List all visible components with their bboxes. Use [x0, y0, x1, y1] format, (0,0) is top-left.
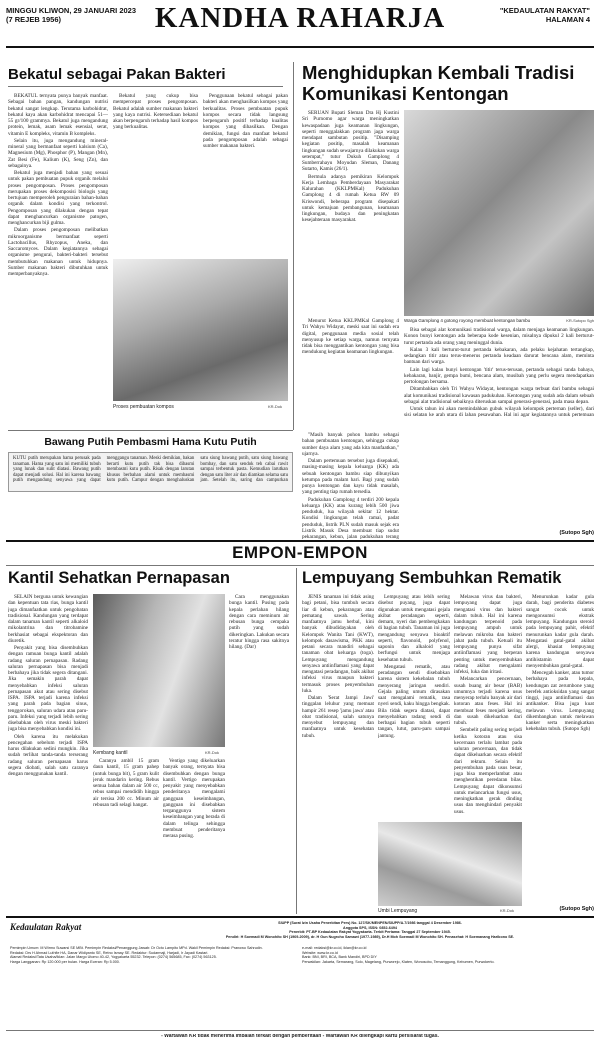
article2-paragraph: Lain lagi kalau bunyi kentongan 'titir' terus-terusan, pertanda sebagai tanda bahaya, kebakaran, banjir, gempa bumi, bencana alam, musibah yang perlu segera mendapatkan pertolongan bersama. [404, 366, 594, 385]
article5-paragraph: Melancarkan pencernaan, susah buang air besar (BAB) umumnya terjadi karena usus menyerap terlalu banyak air dari kotoran atau feses. Hal ini membuat feses menjadi kering, dan susah dikeluarkan dari tubuh. [454, 676, 522, 726]
article1-column-1 [8, 93, 108, 405]
article4-paragraph: Caranya ambil 15 gram daun kantil, 15 gram pahep (untuk bunga bit), 5 gram kulit jeruk mandarin kering. Rebus semua bahan dalam air 500 cc, rebus sampai mendidih hingga air tersisa 200 cc. Minum air rebusan tadi selagi hangat. [93, 758, 159, 808]
article4-column-2a [93, 758, 159, 914]
article4-paragraph: SELAIN berguna untuk kewangian dan kepentuan tata rias, bunga kantil juga dimanfaatkan untuk pengobatan tradisional. Kandungan yang terdapat dalam tanaman kantil seperti alkaloid mikolantrina dan titrobamine berkhasiat sebagai ekspektoran dan diuretik. [8, 594, 88, 644]
edition-block [500, 6, 590, 24]
article4-title: Kantil Sehatkan Pernapasan [8, 569, 230, 587]
article1-photo-caption: Proses pembuatan kompos [113, 404, 174, 410]
article1-paragraph: Bekatul yang cukup bisa mempercepat proses pengomposan. Bekatul adalah sumber makanan bakteri yang kaya nutrisi. Ketersediaan bekatul akan berpengaruh terhadap hasil kompos yang berkualitas. [113, 93, 198, 131]
article3-title: Bawang Putih Pembasmi Hama Kutu Putih [44, 436, 257, 448]
article5-column-4 [526, 594, 594, 906]
article1-column-3 [203, 93, 288, 253]
issue-date: MINGGU KLIWON, 29 JANUARI 2023 [6, 6, 137, 15]
harga-line: Harga Langganan: Rp 120.000 per bulan. Harga Eceran: Rp 5.000. [10, 959, 120, 964]
article5-column-2 [378, 594, 450, 819]
article2-signature: (Sutopo Sgh) [559, 530, 594, 536]
page-number: HALAMAN 4 [545, 15, 590, 24]
article4-column-2b [163, 758, 225, 914]
article1-paragraph: BEKATUL ternyata punya banyak manfaat. Sebagai bahan pangan, kandungan nutrisi bekatul sangat lengkap. Terutama karbohidrat, bekatul kaya akan karbohidrat mencapai 51—55 gr/100 grammya. Bekatul juga mengandung protein, lemak, asam lemak esensial, serat, vitamin E kompleks, vitamin B kompleks. [8, 93, 108, 137]
article4-paragraph: Ventigo yang dikeluarkan banyak orang, ternyata bisa disembuhkan dengan bunga kantil. Vertigo merupakan penyakit yang menyebabkan penderitanya mengalami gangguan keseimbangan, gangguan ini disebabkan terganggunya sistem keseimbangan yang berada di dalam telinga sehingga membuat penderitanya merasa pusing. [163, 758, 225, 839]
masthead: KANDHA RAHARJA [154, 2, 446, 34]
section-top-rule [6, 540, 594, 542]
article4-paragraph: Oleh karena itu melakukan pencegahan sebelum terjadi ISPA harus dilakukan sedini mungkin. Jika sudah terlihat tanda-tanda terserang radang saluran pernapasan harus segera diobati, salah satu caranya dengan menggunakan kantil. [8, 733, 88, 777]
column-divider [293, 62, 294, 430]
article5-paragraph: Menurunkan kadar gula darah, bagi penderita diabetes sangat cocok untuk mengonsumsi ekstrak lempuyang. Kandungan steroid pada lempuyang pahit, efektif menurunkan kadar gula darah. Mengatasi gatal-gatal akibat alergi, khasiat lempuyang karena kandungan senyawa antihistamin dapat menyembuhkan gatal-gatal. [526, 594, 594, 669]
article4-paragraph: Penyakit yang bisa disembuhkan dengan ramuan bunga kantil adalah radang saluran pernapasan. Radang saluran pernapasan bisa menjadi berbahaya jika tidak segera ditangani. Jika semakin parah dapat menyebabkan infeksi saluran pernapasan akut atau sering disebut ISPA. ISPA terjadi karena infeksi yang parah pada bagian sinus, tenggorokan, saluran udara atau paru-paru. Infeksi yang terjadi lebih sering disebabkan oleh virus meski bakteri juga bisa menyebabkan kondisi ini. [8, 645, 88, 733]
article5-paragraph: Mengatasi rematik, atau peradangan sendi disebabkan karena sistem kekebalan tubuh menyerang jaringan sendiri. Gejala paling umum dirasakan saat mengalami rematik, rasa nyeri sendi, kaku hingga bengkak. Bila tidak segera diatasi, dapat menyebabkan radang sendi di berbagai bagian tubuh seperti tangan, lutut, paru-paru sampai jantung. [378, 663, 450, 739]
alamat-line: Alamat Redaksi/Tata Usaha/Iklan: Jalan Margo Utomo 40-42, Yogyakarta 55232. Telepon: (0274) 565685, Fax: (0274) 563125. [10, 955, 217, 960]
article5-signature: (Sutopo Sgh) [559, 906, 594, 912]
article2-paragraph: Menurut Ketua KKLPMKal Gamplong 4 Tri Wahyu Widayat, meski saat ini sudah era digital, penggunaan media sosial telah menyusup ke setiap warga, namun ternyata tidak bisa menggantikan kentongan yang bisa mendukung kegiatan keamanan lingkungan. [302, 318, 399, 356]
article5-column-3 [454, 594, 522, 819]
article1-title: Bekatul sebagai Pakan Bakteri [8, 66, 226, 83]
article1-paragraph: Bekatul juga menjadi bahan yang sesuai untuk pakan pembuatan pupuk organik melalui proses pengomposan. Proses pengomposan merupakan proses dekomposisi biologis yang bertujuan memperoleh penguraian bahan-bahan organik dalam kondisi yang terkontrol. Pengomposan yang dilakukan dengan tepat dapat menghancurkan organisme patogen, menghancurkan biji gulma. [8, 170, 108, 226]
article1-photo-credit: KR-Dok [268, 404, 283, 409]
article2-photo-credit: KR-Sutopo Sgh [566, 318, 594, 323]
article5-paragraph: Sembelit paling sering terjadi ketika kotoran atau sisa kecernaan terlalu lambat pada saluran pencernaan, dan tidak dapat dikeluarkan secara efektif dari rektum. Selain itu penyembuhan pada usus besar, juga bisa memperlambat atau menghentikan peredaran bilas. Lempuyang dapat dikonsumsi untuk melancarkan fungsi usus, meningkatkan gerak dinding usus dan menghindari penyakit usus. [454, 727, 522, 815]
article4-photo-caption: Kembang kantil [93, 750, 128, 756]
article5-paragraph: Dalam 'Serat Jampi Jawi' tinggalan leluhur yang memuat hampir 261 resep 'jamu jawa' atau obat tradisional, salah satunya menyebut lempuyang dan manfaatnya untuk kesehatan tubuh. [302, 695, 374, 739]
article1-title-rule [8, 86, 283, 87]
footer-notice: - Wartawan KR tidak menerima imbalan terkait dengan pemberitaan - Wartawan KR dilengkapi kartu persisarat tugas. [161, 1034, 439, 1039]
footer-bottom-rule [6, 1030, 594, 1031]
article5-column-1 [302, 594, 374, 914]
pimpinan-line: Pemimpin Umum: M Wirmo Suwarsi SE MBt. Pemimpin Redaksi/Penanggung Jawab: Dr Octo Lampito MPd. Wakil Pemimpin Redaksi: Pranowo Sahrudin. [10, 946, 263, 950]
article5-photo-credit: KR-Dok [500, 908, 515, 913]
siupp-line: SIUPP (Surat Izin Usaha Penerbitan Pers) No. 127/SK/MENPEN/SIUPP/A.7/1986 tanggal 4 Desember 1986. [278, 921, 462, 925]
article3-top-rule [8, 430, 293, 431]
footer-column-left [10, 946, 295, 1028]
article2-paragraph: Padukuhan Gamplong 4 terdiri 200 kepala keluarga (KK) atau kurang lebih 500 jiwa penduduk, lua wilayah sekitar 12 hektar. Kondisi lingkungan telah ramai, padat penduduk, listrik PLN sudah masuk sejak era Listrik Masuk Desa membuat tiap sudut pekarangan, kebun, jalan padukuhan terang [302, 496, 399, 540]
article1-column-2 [113, 93, 198, 253]
article1-paragraph: Penggunaan bekatul sebagai pakan bakteri akan menghasilkan kompos yang berkualitas. Proses pembuatan pupuk kompos secara tidak langsung berpengaruh positif terhadap kualitas kompos yang dihasilkan. Dengan demikian, fungsi dan manfaat bekatul pada pengomposan adalah sebagai sumber makanan bakteri. [203, 93, 288, 149]
article2-column-2 [404, 327, 594, 430]
email-line: e-mail: redaksi@kr.co.id, iklan@kr.co.id [302, 946, 367, 950]
article5-paragraph: Lempuyang atau lebih sering disebut puyang, juga dapat digunakan untuk mengatasi gejala akibat peradangan seperti, demam, nyeri dan pembengkakan di bagian tubuh. Tanaman ini juga mengandung senyawa bioaktif seperti, flavonoid, polyfenol, saponin dan alkaloid yang berfungsi untuk menjaga kesehatan tubuh. [378, 594, 450, 663]
article2-paragraph: SERUAN Bupati Sleman Dra Hj Kustini Sri Purnomo agar warga meningkatkan kewaspadaan juga keamanan lingkungan, seperti menggalakkan program jaga warga mendapat sambutan positip. "Disamping kegiatan positip, masalah keamanan lingkungan sudah sewajarnya dilakukan warga setempat," tutur Dukuh Gamplong 4 Sumberrahayu Moyudan Sleman, Danang Sutarto, Kamis (26/1). [302, 110, 399, 173]
issue-date-javanese: (7 REJEB 1956) [6, 15, 62, 24]
penerbit-line: Penerbit: PT-BP Kedaulatan Rakyat Yogyakarta. Terbit Pertama: Tanggal 27 September 1945. [289, 930, 451, 935]
issue-date-block [6, 6, 136, 24]
article2-paragraph: Ditambahkan oleh Tri Wahyu Widayat, kentongan warga terbuat dari bambu sebagai alat komunikasi tradisional kawasan padukuhan. Kentongan yang sudah ada dalam sebuah sebagai alat tradisional sebaiknya diteruskan sampai generasi-generasi, pada masa depan. [404, 386, 594, 405]
article4-photo [93, 594, 225, 747]
article4-photo-credit: KR-Dok [205, 750, 220, 755]
article2-column-4 [404, 432, 594, 530]
article2-paragraph: Bisa sebagai alat komunikasi tradisional warga, dalam menjaga keamanan lingkungan. Konon bunyi kentongan ada beberapa kode kesenian, misalnya dipukul 2 kali berturut-turut pertanda ada orang yang meninggal dunia. [404, 327, 594, 346]
article2-photo-caption: Warga Gamplong 4 gotong royong membuat kentongan bambu [404, 318, 531, 323]
article5-paragraph: Mencegah kanker, atau tumor berbahaya pada kepala, kendungan zat zerumbone yang berefek antioksidan yang sangat tinggi, juga antiinflamasi dan antikanker. Bisa juga kuat melawan virus. Lempuyang dikembangkan untuk melawan kanker serta meningkatkan kekebalan tubuh. (Sutopo Sgh) [526, 670, 594, 733]
section-bottom-rule [6, 565, 594, 566]
footer-logo: Kedaulatan Rakyat [10, 922, 82, 932]
article2-paragraph: Dalam pertemuan tersebut juga disepakati, masing-masing kepala keluarga (KK) ada sebuah kentongan bambu siap dibunyikan ketumpa pada malam hari. Bagi yang sudah punya kentongan dan kayu tidak masalah, yang penting tiap rumah tersedia. [302, 458, 399, 496]
article5-photo [378, 822, 522, 906]
article1-paragraph: Selain itu, juga mengandung mineral-mineral yang bermanfaat seperti kalsium (Ca), Magnesium (Mg), Phosphor (P), Mangan (Mn), Zat Besi (Fe), Kalium (K), Seng (Zn), dan sebagainya. [8, 137, 108, 169]
article2-paragraph: "Masih banyak pohon bambu sebagai bahan pembuatan kentongan, sehingga cukup sumber daya alam yang ada kita manfaatkan," ujarnya. [302, 432, 399, 457]
article5-title: Lempuyang Sembuhkan Rematik [302, 569, 562, 587]
article4-column-3 [229, 594, 289, 914]
article1-paragraph: Dalam proses pengomposan melibatkan mikroorganisme bermanfaat seperti Lactobacillus, Rhyzopus, Aneka, dan Saccaromyces. Dalam kegiatannya sebagai organisme pengurai, bakteri-bakteri tersebut membutuhkan makanan untuk hidupnya. Sumber makanan bakteri dibutuhkan untuk memperbanyaknya. [8, 227, 108, 277]
redaksi-line: Redaksi: Drs H Ahmad Luthfie HA, Danar Widiyanto SE, Retno Ismay SE. Redaktur: Sudarmaji, Harjadi, Ir Jayadi Kastari. [10, 950, 209, 955]
issn-line: Anggota SPS, ISSN: 0852-6494 [343, 925, 397, 930]
footer-top-rule [6, 916, 594, 918]
article3-box [8, 452, 293, 492]
website-line: Website: www.kr.co.id [302, 950, 338, 955]
footer-siupp [150, 921, 590, 939]
article2-paragraph: Untuk tahun ini akan memindahkan gubuk wilayah kelompok perternan (seller), dari sisi selatan ke arah utara di lahan pesawahan. Hal ini agar kegiatannya untuk pertemuan [404, 406, 594, 419]
column-divider-2 [296, 568, 297, 914]
article1-photo [113, 259, 288, 401]
article2-photo [404, 110, 594, 316]
pendiri-line: Pendiri: H Soemadi M Wonohito SH (1969-2009), dr. H Gun Nugroho Samawi (1977-1989), Dr.H Moh Soemadi M Wonohito SH. Penasehat: H Soemanang Haribono SE. [225, 934, 515, 939]
article2-column-3 [302, 432, 399, 540]
article2-paragraph: Kalau 3 kali berturut-turut pertanda kebakaran, ada pelaku kejahatan tertangkap, sedangkan titir atau terus-menerus pertanda keadaan darurat bencana alam, meminta bantuan dari warga. [404, 346, 594, 366]
bank-line: Bank: BNI, BRI, BCA, Bank Mandiri, BPD DIY [302, 955, 377, 960]
article5-paragraph: Melawan virus dan bakteri, lempuyang dapat juga mengatasi virus dan bakteri dalam tubuh. Hal ini karena kandungan terpenoid pada lempuyang ampuh untuk melawan mikroba dan bakteri jahat pada tubuh. Ketuali itu lempuyang punya sifat antiinflamasi yang berperan penting untuk menyembuhkan radang akibat mengalami infeksi, luka dan iritasi. [454, 594, 522, 675]
article4-paragraph: Cara menggunakan bunga kantil. Pusing pada kepala perlahan hilang dengan cara meminum air rebusan bunga cempaka putih yang sudah dikeringkan. Lakukan secara teratur hingga rasa sakitnya hilang. (Dar) [229, 594, 289, 650]
article2-title: Menghidupkan Kembali Tradisi Komunikasi Kentongan [302, 62, 575, 104]
edition-name: "KEDAULATAN RAKYAT" [499, 6, 590, 15]
article2-paragraph: Bermula adanya pemikiran Kelompok Kerja Lembaga Pemberdayaan Masyarakat Kalurahan (KKLPMKal) Padukuhan Gamplong 4 di rumah Ketua RW 09 Kriswondi, beberapa program disepakati untuk kemajuan pembangunan, keamanan lingkungan, budaya dan peningkatan kesejahteraan masyarakat. [302, 173, 399, 224]
header-rule [6, 46, 594, 48]
footer-column-right [302, 946, 592, 1028]
article2-column-1 [302, 110, 399, 315]
section-banner: EMPON-EMPON [232, 543, 368, 562]
perwakilan-line: Perwakilan: Jakarta, Semarang, Solo, Magelang, Purworejo, Klaten, Wonosobo, Temanggung, Kebumen, Purwokerto. [302, 959, 495, 964]
article5-photo-caption: Umbi Lempuyang [378, 908, 418, 914]
article4-column-1 [8, 594, 88, 914]
article2-column-1b [302, 318, 399, 430]
article3-body: KUTU putih merupakan hama perusak pada tanaman. Hama yang satu ini memiliki tubuh yang lunak dan sulit diatasi. Bawang putih dapat menjadi solusi. Hal ini karena bawang putih mengandung senyawa yang dapat menggangu tanaman. Meski demikian, bakan berarti kutu putih tak bisa dibasmi membasmi kutu putih. Risak dengan larutan khusus berbahan alami untuk membasmi kutu putih. Campur dengan menghaluskan satu siung bawang putih, satu siung bawang bombay, dan satu sendok teh cabai rawit sampai terbentuk pasta. Kemudian larutkan dengan satu liter air dan diamkan selama satu jam. Setelah itu, saring dan campurkan [13, 456, 288, 484]
article5-paragraph: JENIS tanaman ini tidak asing bagi petani, bisa tumbuh secara liar di kebun, pekarangan atau pematang sawah. Sering manfaatnya jamu herbal, kini banyak dibudidayakan oleh Kelompok Wanita Tani (KWT), kelompok dasawisma, PKK atau petani secara mandiri sebagai tanaman obat keluarga (toga). Lempuyang mengandung senyawa antiinflamasi yang dapat mengatasi peradangan, baik akibat infeksi virus maupun bakteri termasuk proses penyembuhan luka. [302, 594, 374, 694]
